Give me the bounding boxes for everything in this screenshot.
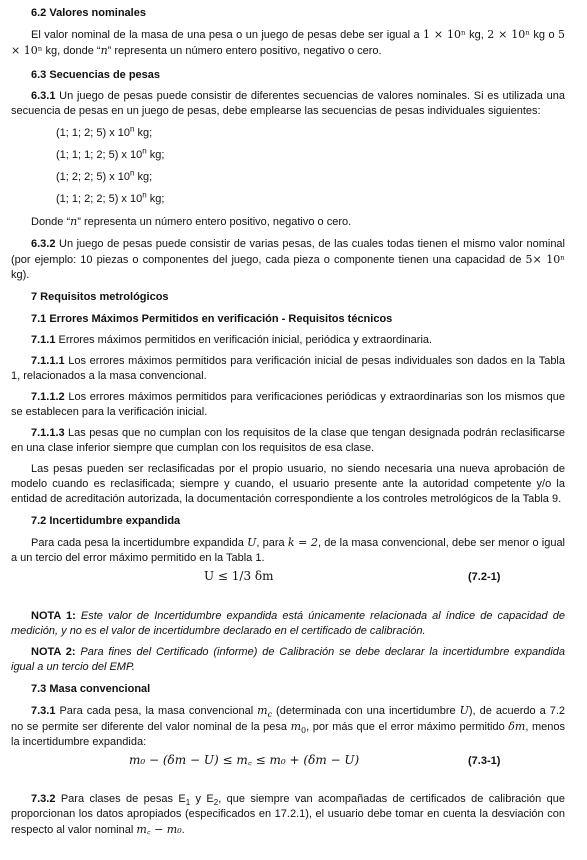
equation-label: (7.2-1)	[468, 571, 501, 583]
section-heading-7-1: 7.1 Errores Máximos Permitidos en verificación - Requisitos técnicos	[31, 313, 393, 325]
section-heading-6-2: 6.2 Valores nominales	[31, 7, 146, 19]
list-item: (1; 1; 1; 2; 5) x 10$^n$ kg;	[56, 146, 165, 161]
list-item: (1; 1; 2; 5) x 10$^n$ kg;	[56, 124, 153, 139]
paragraph-7-1-1-1: 7.1.1.1 Los errores máximos permitidos para verificación inicial de pesas individuales son dados en la Tabla 1, relacionados a la masa convencional.	[11, 355, 565, 382]
paragraph-6-2: El valor nominal de la masa de una pesa o un juego de pesas debe ser igual a 1 × 10ⁿ kg, 2 × 10ⁿ kg o 5 × 10ⁿ kg, donde “n” representa un número entero positivo, negativo o cero.	[11, 28, 566, 57]
section-heading-7-3: 7.3 Masa convencional	[31, 683, 151, 695]
equation-label: (7.3-1)	[468, 755, 501, 767]
list-item: (1; 2; 2; 5) x 10$^n$ kg;	[56, 168, 153, 183]
section-heading-6-3: 6.3 Secuencias de pesas	[31, 69, 161, 81]
paragraph-7-1-1: 7.1.1 Errores máximos permitidos en verificación inicial, periódica y extraordinaria.	[31, 334, 433, 346]
note-2: NOTA 2: Para fines del Certificado (informe) de Calibración se debe declarar la incertidumbre expandida igual a un tercio del EMP.	[11, 646, 565, 673]
paragraph-7-1-1-2: 7.1.1.2 Los errores máximos permitidos para verificaciones periódicas y extraordinarias son los mismos que se establecen para la verificación inicial.	[11, 391, 565, 418]
paragraph-7-2: Para cada pesa la incertidumbre expandida U, para k = 2, de la masa convencional, debe ser menor o igual a un tercio del error máximo permitido en la Tabla 1.	[11, 536, 566, 564]
list-item: (1; 1; 2; 2; 5) x 10$^n$ kg;	[56, 190, 165, 205]
paragraph-6-3-1: 6.3.1 Un juego de pesas puede consistir de diferentes secuencias de valores nominales. Si es utilizada una secuencia de pesas en un juego de pesas, debe emplearse las secuencias de pesas individuales siguientes:	[11, 90, 565, 117]
paragraph-donde: Donde “n” representa un número entero positivo, negativo o cero.	[31, 215, 352, 228]
equation-7-2-1	[11, 566, 565, 588]
weight-sequence-list	[11, 122, 565, 210]
paragraph-7-1-1-3: 7.1.1.3 Las pesas que no cumplan con los requisitos de la clase que tengan designada podrán reclasificarse en una clase inferior siempre que cumplan con los requisitos de esa clase.	[11, 427, 565, 454]
paragraph-7-3-1: 7.3.1 Para cada pesa, la masa convencional $m_c$ (determinada con una incertidumbre U), de acuerdo a 7.2 no se permite ser diferente del valor nominal de la pesa $m_0$, por más que el error máximo permitido δm, menos la incertidumbre expandida:	[11, 704, 566, 748]
equation-formula: U ≤ 1/3 δm	[204, 569, 274, 583]
equation-7-3-1	[11, 750, 565, 772]
paragraph-6-3-2: 6.3.2 Un juego de pesas puede consistir de varias pesas, de las cuales todas tienen el mismo valor nominal (por ejemplo: 10 piezas o componentes del juego, cada pieza o componente tienen una capacidad de 5× 10ⁿ kg).	[11, 238, 566, 281]
paragraph-reclasificacion: Las pesas pueden ser reclasificadas por el propio usuario, no siendo necesaria una nueva aprobación de modelo cuando es reclasificada; siempre y cuando, el usuario presente ante la autoridad competente y/o la entidad de acreditación autorizada, la documentación correspondiente a los controles metrológicos de la Tabla 9.	[11, 463, 565, 505]
section-heading-7-2: 7.2 Incertidumbre expandida	[31, 515, 181, 527]
paragraph-7-3-2: 7.3.2 Para clases de pesas $E_1$ y $E_2$, que siempre van acompañadas de certificados de calibración que proporcionan los datos apropiados (especificados en 17.2.1), el usuario debe tomar en cuenta la desviación con respecto al valor nominal m꜀ − m₀.	[11, 793, 566, 836]
note-1: NOTA 1: Este valor de Incertidumbre expandida está únicamente relacionada al índice de capacidad de medición, y no es el valor de incertidumbre declarado en el certificado de calibración.	[11, 610, 565, 637]
section-heading-7: 7 Requisitos metrológicos	[31, 291, 169, 303]
equation-formula: m₀ − (δm − U) ≤ m꜀ ≤ m₀ + (δm − U)	[129, 753, 360, 767]
